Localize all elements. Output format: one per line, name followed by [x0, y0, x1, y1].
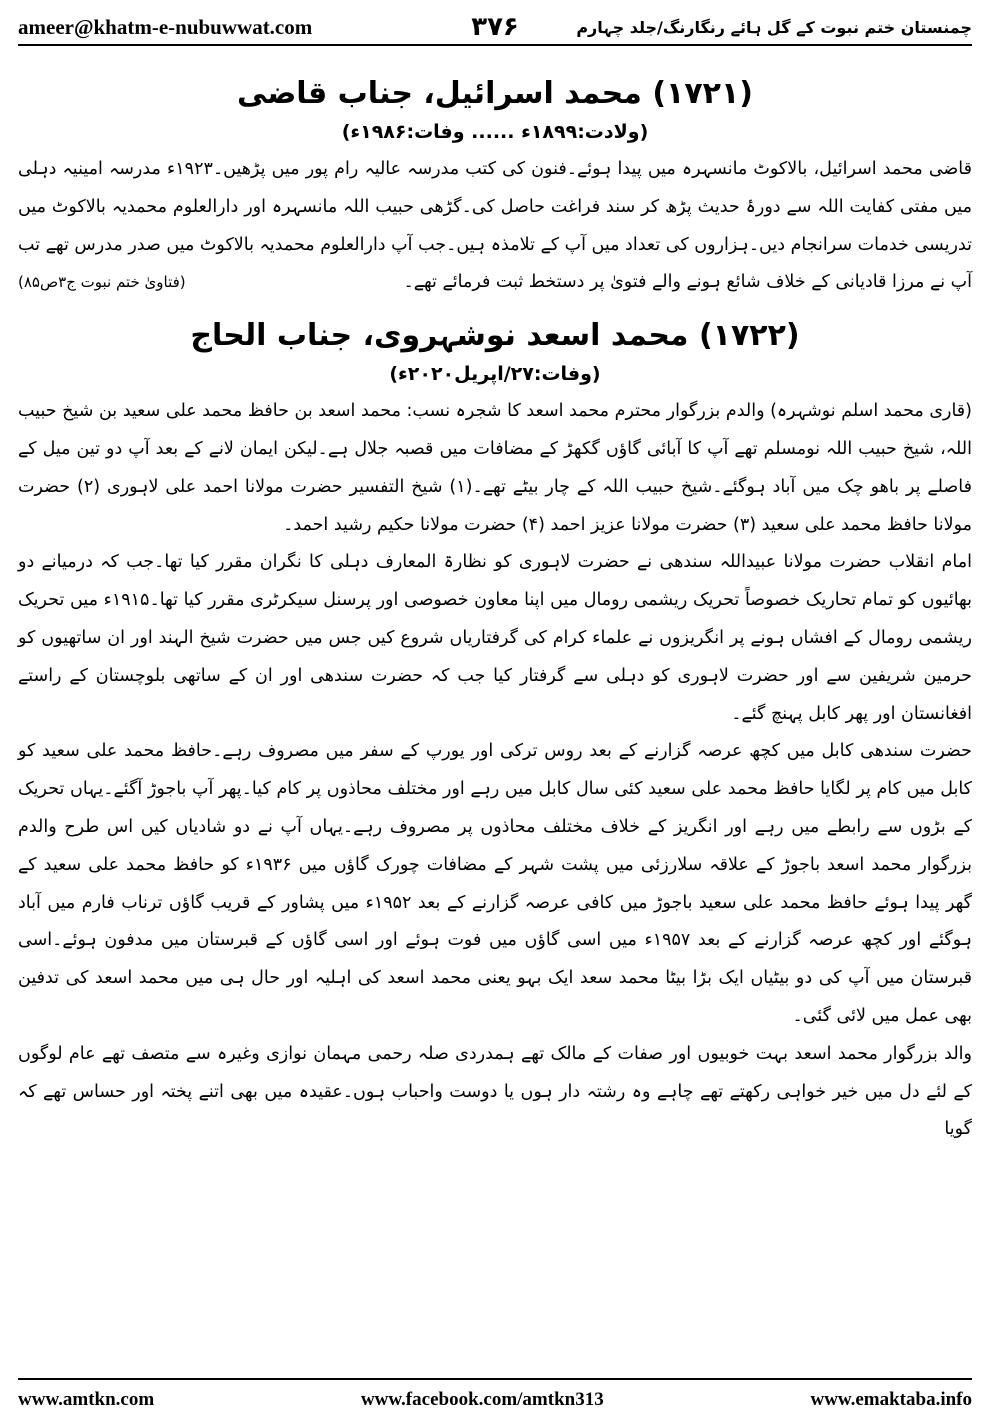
section2-paragraph-2: امام انقلاب حضرت مولانا عبیداللہ سندھی نے حضرت لاہوری کو نظارۃ المعارف دہلی کا نگران مقرر کیا تھا۔جب کہ درمیانے دو بھائیوں کو تمام تحاریک خصوصاً تحریک ریشمی رومال میں اپنا معاون خصوصی اور پرسنل سیکرٹری مقرر کیا تھا۔۱۹۱۵ء میں تحریک ریشمی رومال کے افشاں ہونے پر انگریزوں نے علماء کرام کی گرفتاریاں شروع کیں جس میں حضرت شیخ الہند اور ان ساتھیوں کو حرمین شریفین سے اور حضرت لاہوری کو دہلی سے گرفتار کیا جب کہ حضرت سندھی اور ان کے ساتھی بلوچستان کے راستے افغانستان اور پھر کابل پہنچ گئے۔	[18, 552, 972, 724]
page-content	[18, 60, 972, 1372]
section2-paragraph-1: (قاری محمد اسلم نوشہرہ) والدم بزرگوار محترم محمد اسعد کا شجرہ نسب: محمد اسعد بن حافظ محمد علی سعید بن شیخ حبیب اللہ، شیخ حبیب اللہ نومسلم تھے آپ کا آبائی گاؤں گکھڑ کے مضافات میں قصبہ جلال ہے۔لیکن ایمان لانے کے بعد آپ دو تین میل کے فاصلے پر باھو چک میں آباد ہوگئے۔شیخ حبیب اللہ کے چار بیٹے تھے۔(۱) شیخ التفسیر حضرت مولانا احمد علی لاہوری (۲) حضرت مولانا حافظ محمد علی سعید (۳) حضرت مولانا عزیز احمد (۴) حضرت مولانا حکیم رشید احمد۔	[18, 401, 972, 535]
section2-heading: (۱۷۲۲) محمد اسعد نوشہروی، جناب الحاج	[190, 318, 800, 354]
header-email[interactable]: ameer@khatm-e-nubuwwat.com	[18, 14, 313, 39]
section2-paragraph-3: حضرت سندھی کابل میں کچھ عرصہ گزارنے کے بعد روس ترکی اور یورپ کے سفر میں مصروف رہے۔حافظ محمد علی سعید کو کابل میں کام پر لگایا حافظ محمد علی سعید کئی سال کابل میں رہے اور مختلف محاذوں پر کام کیا۔پھر آپ باجوڑ آگئے۔یہاں تحریک کے بڑوں سے رابطے میں رہے اور انگریز کے خلاف مختلف محاذوں پر مصروف رہے۔یہاں آپ نے دو شادیاں کیں اس طرح والدم بزرگوار محمد اسعد باجوڑ کے علاقہ سلارزئی میں پشت شہر کے مضافات چورک گاؤں میں ۱۹۳۶ء کو حافظ محمد علی سعید کے گھر پیدا ہوئے حافظ محمد علی سعید باجوڑ میں کافی عرصہ گزارنے کے بعد ۱۹۵۲ء میں پشاور کے قریب گاؤں ترناب فارم میں آباد ہوگئے اور کچھ عرصہ گزارنے کے بعد ۱۹۵۷ء میں اسی گاؤں میں فوت ہوئے اور اسی گاؤں کے قبرستان میں مدفون ہوئے۔اسی قبرستان میں آپ کی دو بیٹیاں ایک بڑا بیٹا محمد سعد ایک بہو یعنی محمد اسعد کی اہلیہ اور حال ہی میں محمد اسعد کی تدفین بھی عمل میں لائی گئی۔	[18, 741, 973, 1026]
section2-dates: (وفات:۲۷/اپریل۲۰۲۰ء)	[389, 363, 601, 386]
page-header	[18, 10, 972, 46]
section1-heading: (۱۷۲۱) محمد اسرائیل، جناب قاضی	[236, 76, 754, 111]
footer-link-amtkn[interactable]: www.amtkn.com	[18, 1389, 155, 1410]
section1-text: قاضی محمد اسرائیل، بالاکوٹ مانسہرہ میں پیدا ہوئے۔فنون کی کتب مدرسہ عالیہ رام پور میں پڑھیں۔۱۹۲۳ء مدرسہ امینیہ دہلی میں مفتی کفایت اللہ سے دورۂ حدیث پڑھ کر سند فراغت حاصل کی۔گڑھی حبیب اللہ مانسہرہ اور دارالعلوم محمدیہ بالاکوٹ میں تدریسی خدمات سرانجام دیں۔ہزاروں کی تعداد میں آپ کے تلامذہ ہیں۔جب آپ دارالعلوم محمدیہ بالاکوٹ میں صدر مدرس تھے تب آپ نے مرزا قادیانی کے خلاف شائع ہونے والے فتویٰ پر دستخط ثبت فرمائے تھے۔	[18, 159, 972, 293]
section1-paragraph	[18, 151, 972, 302]
section1-dates: (ولادت:۱۸۹۹ء ...... وفات:۱۹۸۶ء)	[341, 121, 649, 143]
section2-paragraph-4: والد بزرگوار محمد اسعد بہت خوبیوں اور صفات کے مالک تھے ہمدردی صلہ رحمی مہمان نوازی وغیرہ سے متصف تھے عام لوگوں کے لئے دل میں خیر خواہی رکھتے تھے چاہے وہ رشتہ دار ہوں یا دوست واحباب ہوں۔عقیدہ میں بھی اتنے پختہ اور حساس تھے کہ گویا	[18, 1043, 972, 1140]
footer-link-facebook[interactable]: www.facebook.com/amtkn313	[360, 1389, 604, 1410]
page-footer	[18, 1378, 972, 1420]
book-title: چمنستان ختم نبوت کے گل ہائے رنگارنگ/جلد چہارم	[576, 17, 972, 37]
page-number: ۳۷۶	[471, 12, 519, 42]
footer-link-emaktaba[interactable]: www.emaktaba.info	[810, 1389, 972, 1410]
section1-citation: (فتاویٰ ختم نبوت ج۳ص۸۵)	[18, 273, 186, 292]
